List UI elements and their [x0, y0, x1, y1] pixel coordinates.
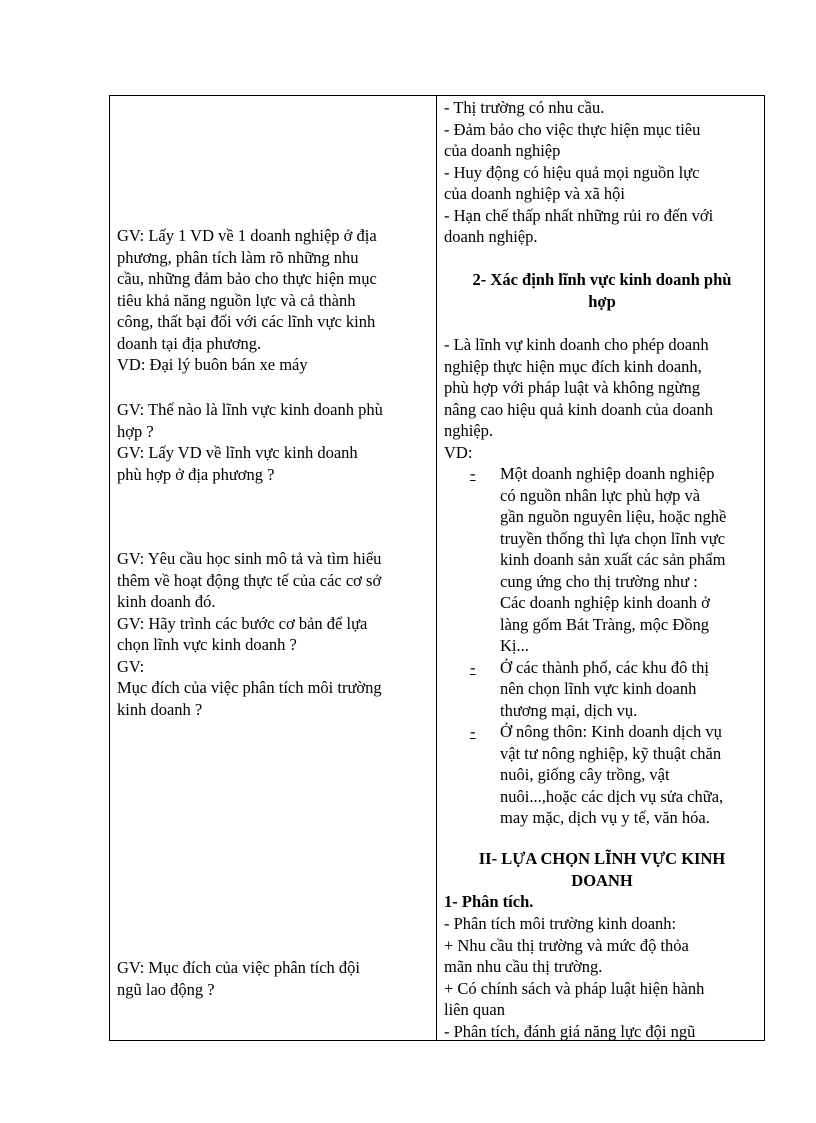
text-line: GV:	[117, 656, 145, 676]
text-line: có nguồn nhân lực phù hợp và	[500, 485, 701, 505]
subheading	[444, 891, 760, 913]
bullet-dash: -	[470, 464, 476, 483]
text-line: công, thất bại đối với các lĩnh vực kinh	[117, 312, 376, 331]
text-line: nuôi...,hoặc các dịch vụ sửa chữa,	[500, 786, 724, 806]
text-line: nên chọn lĩnh vực kinh doanh	[500, 679, 697, 698]
left-block-2	[117, 399, 430, 485]
heading-line: DOANH	[571, 870, 633, 890]
bullet-item	[444, 721, 760, 829]
text-line: GV: Thế nào là lĩnh vực kinh doanh phù	[117, 400, 383, 419]
text-line: phù hợp ở địa phương ?	[117, 464, 275, 484]
text-line: kinh doanh đó.	[117, 592, 216, 611]
text-line: - Là lĩnh vự kinh doanh cho phép doanh	[444, 335, 709, 354]
text-line: VD: Đại lý buôn bán xe máy	[117, 355, 308, 374]
text-line: gần nguồn nguyên liệu, hoặc nghề	[500, 507, 727, 526]
heading-line: II- LỰA CHỌN LĨNH VỰC KINH	[478, 849, 726, 868]
teacher-activity-column	[110, 96, 437, 1040]
bullet-dash: -	[470, 657, 476, 677]
heading-line: hợp	[588, 291, 616, 311]
text-line: may mặc, dịch vụ y tế, văn hóa.	[500, 808, 710, 827]
text-line: kinh doanh ?	[117, 699, 203, 719]
text-line: Ở nông thôn: Kinh doanh dịch vụ	[500, 722, 722, 741]
text-line: - Hạn chế thấp nhất những rủi ro đến với	[444, 205, 714, 225]
text-line: GV: Lấy VD về lĩnh vực kinh doanh	[117, 443, 358, 462]
heading-2	[444, 269, 760, 312]
text-line: GV: Hãy trình các bước cơ bản để lựa	[117, 613, 368, 633]
text-line: nuôi, giống cây trồng, vật	[500, 765, 670, 784]
text-line: nghiệp.	[444, 421, 494, 440]
text-line: làng gốm Bát Tràng, mộc Đồng	[500, 614, 709, 634]
text-line: cung ứng cho thị trường như :	[500, 571, 698, 591]
bullet-item	[444, 657, 760, 722]
text-line: mãn nhu cầu thị trường.	[444, 957, 603, 976]
content-column	[437, 96, 764, 1040]
left-block-4	[117, 957, 430, 1000]
text-line: kinh doanh sản xuất các sản phẩm	[500, 550, 726, 569]
text-line: nâng cao hiệu quả kinh doanh của doanh	[444, 399, 713, 419]
text-line: vật tư nông nghiệp, kỹ thuật chăn	[500, 743, 722, 763]
right-intro	[444, 97, 760, 248]
text-line: phương, phân tích làm rõ những nhu	[117, 247, 359, 267]
text-line: - Đảm bảo cho việc thực hiện mục tiêu	[444, 119, 701, 139]
text-line: GV: Mục đích của việc phân tích đội	[117, 958, 360, 977]
text-line: nghiệp thực hiện mục đích kinh doanh,	[444, 356, 702, 376]
text-line: doanh tại địa phương.	[117, 333, 262, 353]
bullet-dash: -	[470, 722, 476, 741]
text-line: - Phân tích, đánh giá năng lực đội ngũ	[444, 1021, 696, 1041]
text-line: Ở các thành phố, các khu đô thị	[500, 657, 709, 677]
heading-line: 2- Xác định lĩnh vực kinh doanh phù	[472, 270, 732, 289]
text-line: doanh nghiệp.	[444, 227, 538, 246]
lesson-table	[109, 95, 765, 1041]
text-line: Các doanh nghiệp kinh doanh ở	[500, 593, 710, 612]
text-line: thêm về hoạt động thực tế của các cơ sở	[117, 570, 382, 590]
text-line: - Phân tích môi trường kinh doanh:	[444, 914, 677, 933]
text-line: ngũ lao động ?	[117, 979, 215, 999]
bullet-item	[444, 463, 760, 657]
text-line: Mục đích của việc phân tích môi trường	[117, 678, 382, 697]
text-line: Kị...	[500, 636, 529, 655]
text-line: của doanh nghiệp và xã hội	[444, 184, 625, 203]
text-line: phù hợp với pháp luật và không ngừng	[444, 378, 700, 397]
text-line: liên quan	[444, 1000, 505, 1019]
text-line: của doanh nghiệp	[444, 141, 561, 160]
text-line: tiêu khả năng nguồn lực và cả thành	[117, 290, 356, 310]
text-line: truyền thống thì lựa chọn lĩnh vực	[500, 528, 726, 548]
text-line: - Huy động có hiệu quả mọi nguồn lực	[444, 162, 700, 182]
text-line: Một doanh nghiệp doanh nghiệp	[500, 464, 715, 483]
text-line: VD:	[444, 442, 473, 462]
text-line: + Có chính sách và pháp luật hiện hành	[444, 978, 705, 998]
analysis-list	[444, 913, 760, 1042]
text-line: cầu, những đảm bảo cho thực hiện mục	[117, 269, 377, 288]
section-heading	[444, 848, 760, 891]
left-block-1	[117, 225, 430, 376]
text-line: GV: Lấy 1 VD về 1 doanh nghiệp ở địa	[117, 226, 377, 245]
text-line: + Nhu cầu thị trường và mức độ thỏa	[444, 935, 689, 955]
subheading-line: 1- Phân tích.	[444, 892, 534, 911]
left-block-3	[117, 548, 430, 720]
right-para-2	[444, 334, 760, 463]
text-line: hợp ?	[117, 421, 154, 441]
example-bullets	[444, 463, 760, 829]
text-line: - Thị trường có nhu cầu.	[444, 98, 605, 117]
text-line: GV: Yêu cầu học sinh mô tả và tìm hiểu	[117, 549, 382, 568]
text-line: thương mại, dịch vụ.	[500, 700, 638, 720]
text-line: chọn lĩnh vực kinh doanh ?	[117, 635, 297, 654]
